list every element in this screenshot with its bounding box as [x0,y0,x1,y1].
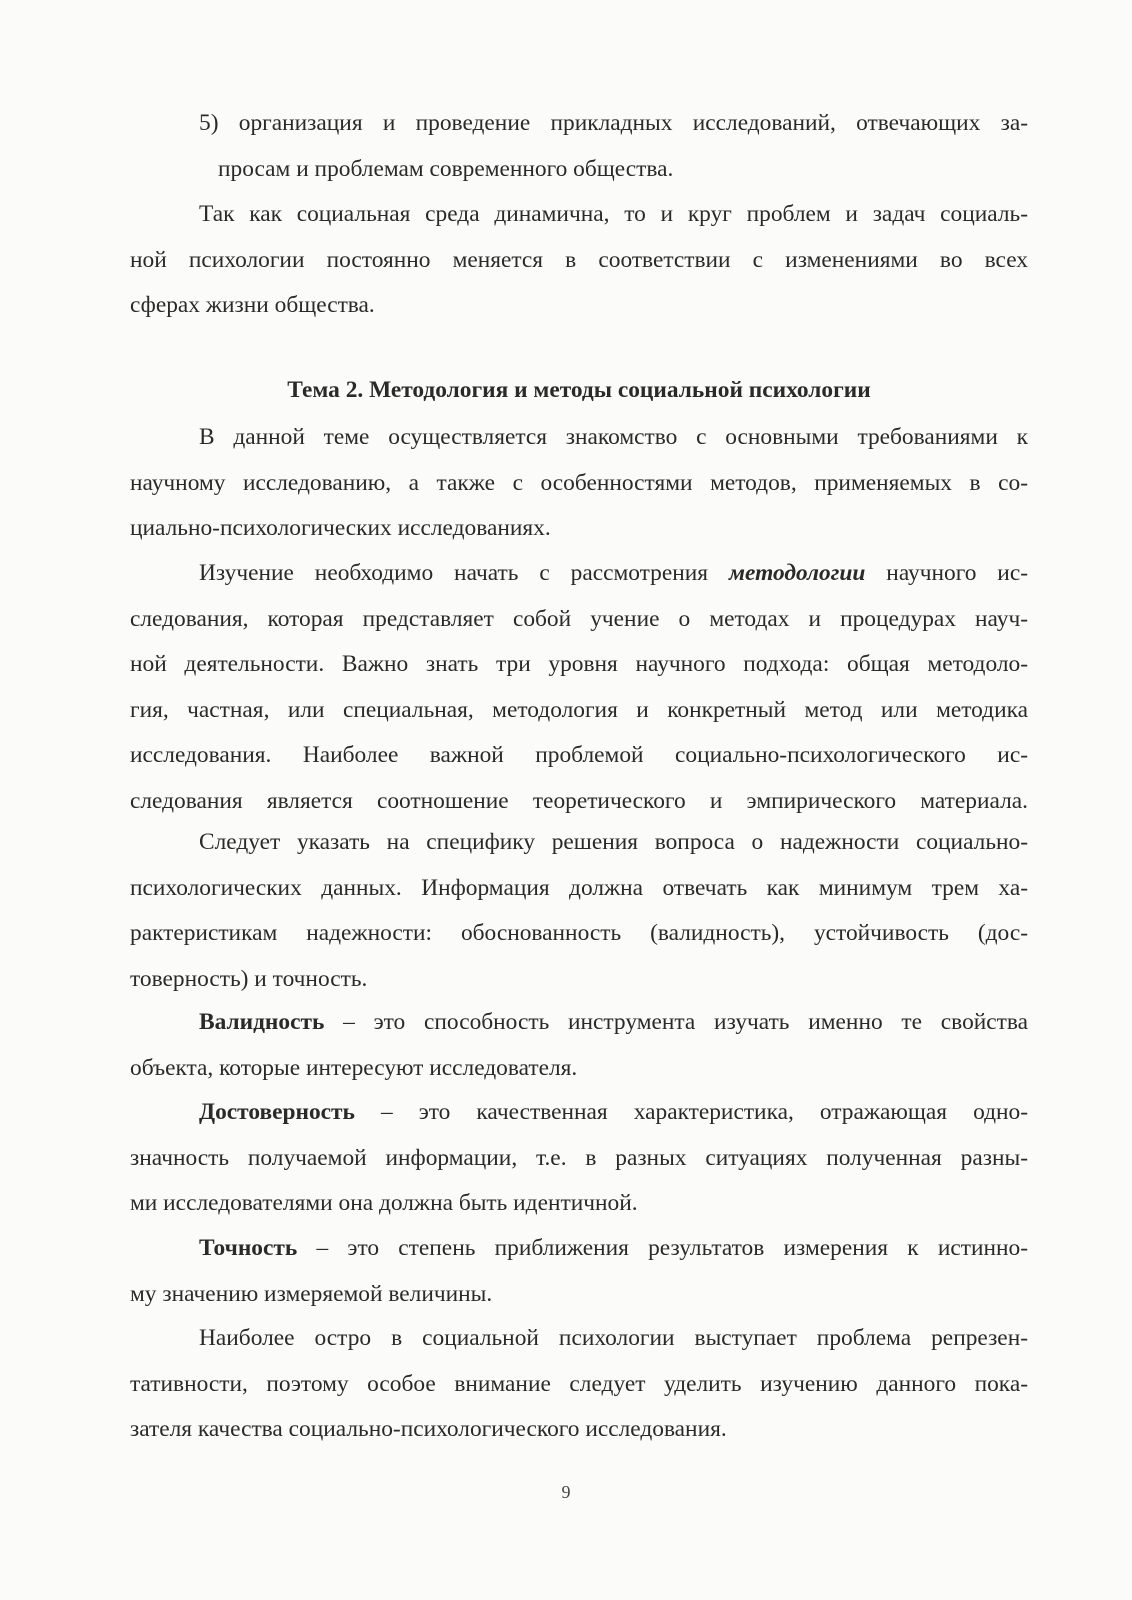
text-line: ми исследователями она должна быть идентичной. [130,1190,638,1217]
text-line: сферах жизни общества. [130,292,375,319]
key-term: методологии [728,560,866,586]
defined-term: Точность [199,1235,298,1261]
text-line: научному исследованию, а также с особенностями методов, применяемых в со- [130,469,1028,496]
text-line: Наиболее остро в социальной психологии выступает проблема репрезен- [199,1325,1028,1351]
list-item [130,101,1028,192]
text-line: ной психологии постоянно меняется в соответствии с изменениями во всех [130,246,1028,273]
text-run: – это степень приближения результатов измерения к истинно- [297,1235,1028,1261]
text-line: гия, частная, или специальная, методология и конкретный метод или методика [130,696,1028,723]
defined-term: Достоверность [199,1099,355,1125]
text-line: просам и проблемам современного общества. [218,155,674,182]
text-line: Следует указать на специфику решения вопроса о надежности социально- [199,829,1028,855]
text-line: объекта, которые интересуют исследователя. [130,1054,578,1081]
definition [130,1226,1028,1317]
text-line: товерность) и точность. [130,965,368,992]
text-run: Изучение необходимо начать с рассмотрения [199,560,729,586]
paragraph [130,415,1028,552]
text-line: рактеристикам надежности: обоснованность (валидность), устойчивость (дос- [130,920,1028,947]
text-run: научного ис- [865,560,1028,586]
text-line: В данной теме осуществляется знакомство с основными требованиями к [199,424,1028,450]
text-line: психологических данных. Информация должна отвечать как минимум трем ха- [130,874,1028,901]
text-line [130,1226,1028,1272]
text-line: ной деятельности. Важно знать три уровня научного подхода: общая методоло- [130,651,1028,678]
text-run: – это способность инструмента изучать именно те свойства [324,1009,1028,1035]
text-line: следования, которая представляет собой учение о методах и процедурах науч- [130,605,1028,632]
text-line: следования является соотношение теоретического и эмпирического материала. [130,787,1028,814]
text-line [130,1090,1028,1136]
defined-term: Валидность [199,1009,325,1035]
text-line: му значению измеряемой величины. [130,1280,493,1307]
page-number: 9 [561,1482,571,1502]
text-line: Так как социальная среда динамична, то и круг проблем и задач социаль- [199,201,1028,227]
text-line: тативности, поэтому особое внимание следует уделить изучению данного пока- [130,1370,1028,1397]
paragraph [130,192,1028,329]
text-line: 5) организация и проведение прикладных исследований, отвечающих за- [199,110,1028,136]
paragraph [130,1316,1028,1453]
text-line: исследования. Наиболее важной проблемой социально-психологического ис- [130,742,1028,769]
paragraph [130,551,1028,825]
text-line: циально-психологических исследованиях. [130,515,551,542]
text-line: зателя качества социально-психологического исследования. [130,1416,727,1443]
text-line: значность получаемой информации, т.е. в разных ситуациях полученная разны- [130,1144,1028,1171]
paragraph [130,820,1028,1002]
definition [130,1090,1028,1227]
text-run: – это качественная характеристика, отражающая одно- [354,1099,1028,1125]
definition [130,1000,1028,1091]
text-line [130,551,1028,597]
section-heading: Тема 2. Методология и методы социальной психологии [287,377,871,403]
text-line [130,1000,1028,1046]
